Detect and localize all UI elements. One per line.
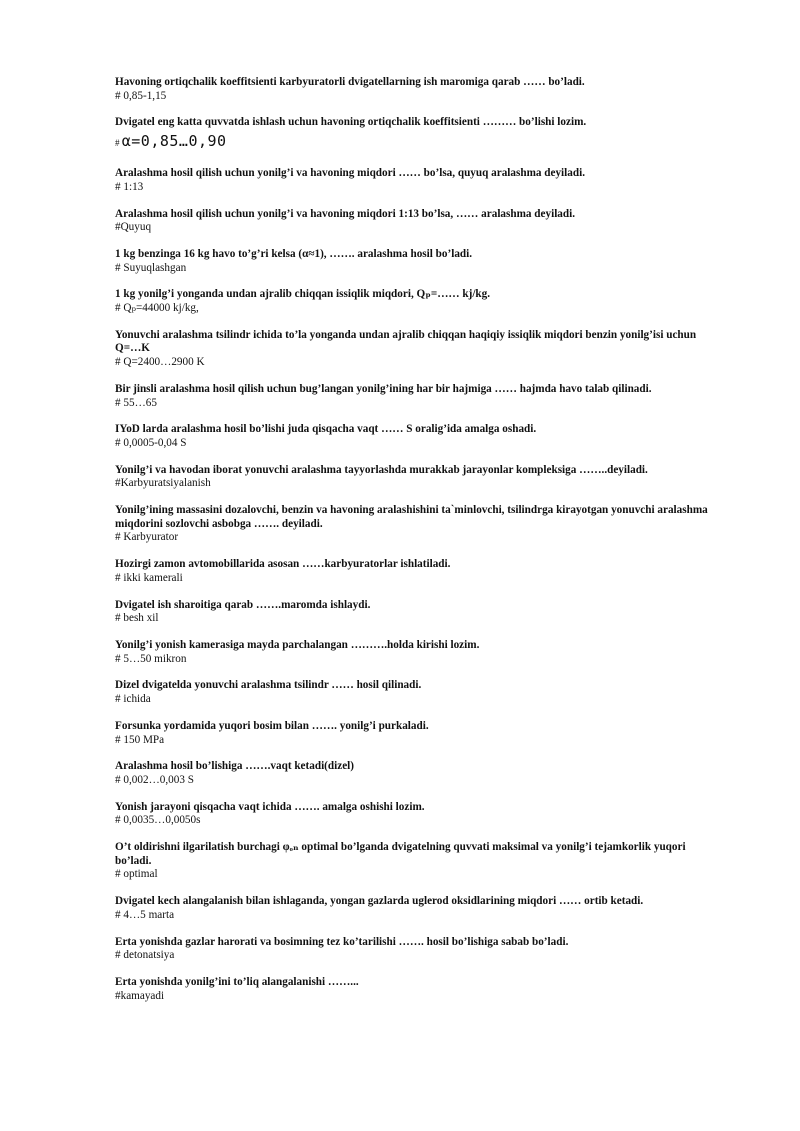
question-block (115, 288, 715, 315)
question-block (115, 504, 715, 545)
question-text: Aralashma hosil bo’lishiga …….vaqt ketadi(dizel) (115, 760, 354, 773)
question-block (115, 976, 715, 1003)
question-text: Dvigatel ish sharoitiga qarab …….maromda ishlaydi. (115, 598, 371, 611)
question-block (115, 760, 715, 787)
question-block (115, 558, 715, 585)
answer-text (115, 130, 715, 154)
answer-text: # 1:13 (115, 180, 144, 193)
question-text: Aralashma hosil qilish uchun yonilg’i va havoning miqdori 1:13 bo’lsa, …… aralashma deyiladi. (115, 207, 576, 220)
question-text: Dizel dvigatelda yonuvchi aralashma tsilindr …… hosil qilinadi. (115, 679, 422, 692)
question-block (115, 76, 715, 103)
question-block (115, 801, 715, 828)
question-text: Yonilg’i yonish kamerasiga mayda parchalangan ……….holda kirishi lozim. (115, 638, 480, 651)
answer-text: # 0,0005-0,04 S (115, 436, 187, 449)
question-block (115, 329, 715, 370)
answer-text: # Qₚ=44000 kj/kg, (115, 302, 199, 315)
document-page (115, 76, 715, 1016)
answer-text: # 55…65 (115, 396, 157, 409)
answer-text: # besh xil (115, 612, 159, 625)
question-text: Dvigatel kech alangalanish bilan ishlaganda, yongan gazlarda uglerod oksidlarining miqdori …… ortib ketadi. (115, 895, 644, 908)
question-text: Aralashma hosil qilish uchun yonilg’i va havoning miqdori …… bo’lsa, quyuq aralashma deyiladi. (115, 167, 585, 180)
question-text: Yonish jarayoni qisqacha vaqt ichida ……. amalga oshishi lozim. (115, 800, 425, 813)
answer-text: #Karbyuratsiyalanish (115, 477, 211, 490)
question-text: Forsunka yordamida yuqori bosim bilan ……. yonilg’i purkaladi. (115, 719, 429, 732)
question-block (115, 639, 715, 666)
answer-prefix: # (115, 138, 120, 149)
question-text: Yonuvchi aralashma tsilindr ichida to’la yonganda undan ajralib chiqqan haqiqiy issiqlik miqdori benzin yonilg’isi uchun Q=…K (115, 328, 697, 355)
answer-text: # 4…5 marta (115, 908, 175, 921)
question-block (115, 679, 715, 706)
question-block (115, 720, 715, 747)
question-text: 1 kg benzinga 16 kg havo to’g’ri kelsa (α≈1), ……. aralashma hosil bo’ladi. (115, 247, 473, 260)
question-text: 1 kg yonilg’i yonganda undan ajralib chiqqan issiqlik miqdori, Qₚ=…… kj/kg. (115, 288, 491, 301)
question-block (115, 208, 715, 235)
question-block (115, 895, 715, 922)
answer-text: # detonatsiya (115, 949, 175, 962)
answer-text: # 150 MPa (115, 733, 165, 746)
question-text: Havoning ortiqchalik koeffitsienti karbyuratorli dvigatellarning ish maromiga qarab …… bo’ladi. (115, 76, 585, 88)
question-block (115, 936, 715, 963)
answer-text: # ichida (115, 693, 151, 706)
question-block (115, 599, 715, 626)
answer-text: # Suyuqlashgan (115, 261, 187, 274)
answer-text: #Quyuq (115, 221, 152, 234)
answer-text: # 0,85-1,15 (115, 89, 167, 102)
answer-text: # Q=2400…2900 K (115, 356, 205, 369)
question-block (115, 423, 715, 450)
question-text: Erta yonishda gazlar harorati va bosimning tez ko’tarilishi ……. hosil bo’lishiga sabab bo’ladi. (115, 935, 569, 948)
answer-text: # ikki kamerali (115, 571, 183, 584)
question-text: Yonilg’i va havodan iborat yonuvchi aralashma tayyorlashda murakkab jarayonlar kompleksiga ……..deyiladi. (115, 463, 648, 476)
question-block (115, 383, 715, 410)
answer-text: # 0,002…0,003 S (115, 773, 194, 786)
question-text: Bir jinsli aralashma hosil qilish uchun bug’langan yonilg’ining har bir hajmiga …… hajmda havo talab qilinadi. (115, 382, 652, 395)
question-block (115, 841, 715, 882)
question-block (115, 464, 715, 491)
answer-text: #kamayadi (115, 989, 165, 1002)
question-text: Erta yonishda yonilg’ini to’liq alangalanishi ……... (115, 975, 359, 988)
question-text: IYoD larda aralashma hosil bo’lishi juda qisqacha vaqt …… S oralig’ida amalga oshadi. (115, 423, 537, 436)
answer-text: # 0,0035…0,0050s (115, 814, 201, 827)
question-text: Yonilg’ining massasini dozalovchi, benzin va havoning aralashishini ta`minlovchi, tsilindrga kirayotgan yonuvchi aralashma miqdorini sozlovchi asbobga ……. deyiladi. (115, 504, 708, 530)
question-text: O’t oldirishni ilgarilatish burchagi φₒₙ optimal bo’lganda dvigatelning quvvati maksimal va yonilg’i tejamkorlik yuqori bo’ladi. (115, 841, 686, 867)
question-text: Dvigatel eng katta quvvatda ishlash uchun havoning ortiqchalik koeffitsienti ……… bo’lishi lozim. (115, 116, 587, 129)
question-block (115, 167, 715, 194)
answer-text: # 5…50 mikron (115, 652, 187, 665)
answer-formula: α=0,85…0,90 (121, 132, 227, 151)
question-block (115, 116, 715, 154)
question-text: Hozirgi zamon avtomobillarida asosan ……karbyuratorlar ishlatiladi. (115, 558, 451, 571)
answer-text: # optimal (115, 868, 158, 881)
answer-text: # Karbyurator (115, 531, 179, 544)
question-block (115, 248, 715, 275)
